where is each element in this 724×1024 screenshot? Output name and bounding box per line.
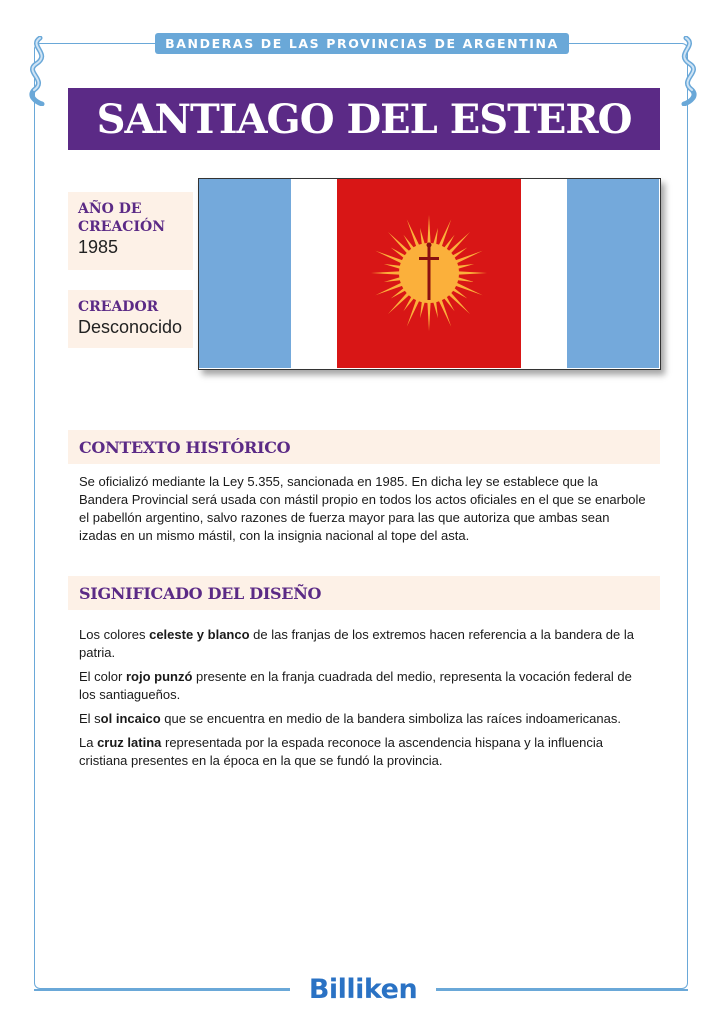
creator-value: Desconocido: [78, 317, 183, 337]
flag-stripe-white-left: [291, 179, 337, 368]
meaning-paragraph-cross: La cruz latina representada por la espada reconoce la ascendencia hispana y la influencia cristiana presentes en la época en la que se fundó la provincia.: [79, 735, 603, 768]
billiken-logo: [290, 971, 436, 1007]
title-bar: [68, 88, 660, 150]
meaning-paragraph-red: El color rojo punzó presente en la franja cuadrada del medio, representa la vocación federal de los santiagueños.: [79, 669, 632, 702]
page-title: SANTIAGO DEL ESTERO: [96, 95, 632, 143]
footer-line-left: [34, 989, 290, 991]
flag-stripe-celeste-right: [567, 179, 659, 368]
header-banner-text: BANDERAS DE LAS PROVINCIAS DE ARGENTINA: [155, 33, 569, 54]
creator-label: CREADOR: [78, 299, 159, 315]
meaning-paragraph-colors: Los colores celeste y blanco de las franjas de los extremos hacen referencia a la bandera de la patria.: [79, 627, 634, 660]
meaning-text: [79, 626, 649, 776]
context-text: [79, 473, 649, 551]
meaning-paragraph-sun: El sol incaico que se encuentra en medio de la bandera simboliza las raíces indoamericanas.: [79, 711, 621, 726]
meaning-heading-box: [68, 576, 660, 610]
creator-info-box: [68, 290, 193, 348]
meaning-heading: SIGNIFICADO DEL DISEÑO: [79, 583, 322, 603]
sol-incaico-icon: [371, 215, 487, 331]
flag-stripe-white-right: [521, 179, 567, 368]
year-info-box: [68, 192, 193, 270]
flag-stripe-celeste-left: [199, 179, 291, 368]
ribbon-left-icon: [22, 36, 58, 106]
header-banner: [155, 33, 569, 53]
year-label: AÑO DE CREACIÓN: [78, 201, 165, 235]
context-paragraph: Se oficializó mediante la Ley 5.355, sancionada en 1985. En dicha ley se establece que la Bandera Provincial será usada con mástil propio en todos los actos oficiales en el que se enarbole el pabellón argentino, salvo razones de fuerza mayor para las que autoriza que ambas sean izadas en un mismo mástil, con la insignia nacional al tope del asta.: [79, 474, 646, 543]
ribbon-right-icon: [668, 36, 704, 106]
footer-line-right: [436, 989, 688, 991]
year-value: 1985: [78, 237, 119, 257]
flag-image: [199, 179, 659, 368]
context-heading-box: [68, 430, 660, 464]
province-flag: [198, 178, 661, 370]
billiken-logo-text: Billiken: [308, 973, 418, 1005]
context-heading: CONTEXTO HISTÓRICO: [79, 437, 291, 457]
cruz-latina-icon: [428, 246, 431, 300]
